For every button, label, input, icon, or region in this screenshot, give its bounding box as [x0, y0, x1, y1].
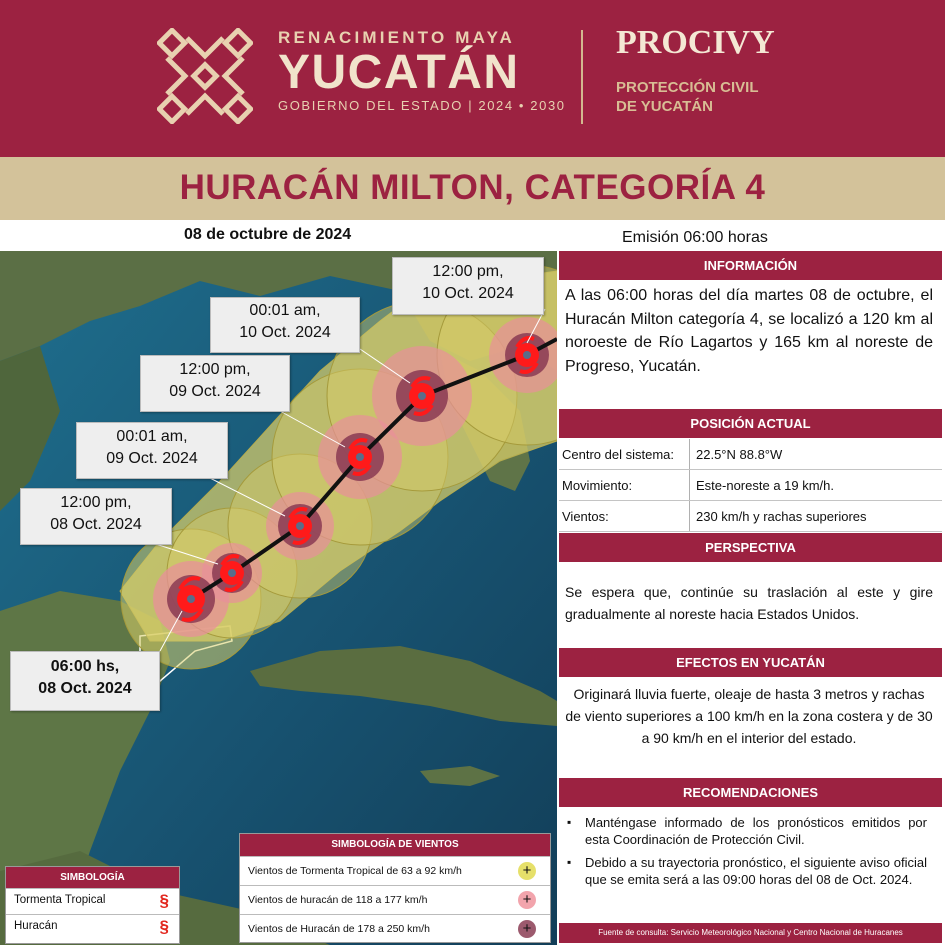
track-label-3: 00:01 am, 09 Oct. 2024 [76, 422, 228, 479]
gov-slogan: RENACIMIENTO MAYA [278, 28, 516, 47]
legend-major-hurricane-winds: Vientos de Huracán de 178 a 250 km/h [248, 923, 430, 935]
emission-time: Emisión 06:00 horas [622, 229, 768, 246]
position-row-center: Centro del sistema: 22.5°N 88.8°W [559, 439, 942, 470]
gov-period: GOBIERNO DEL ESTADO | 2024 • 2030 [278, 98, 566, 113]
info-panel [557, 251, 945, 945]
perspective-heading: PERSPECTIVA [559, 533, 942, 562]
wind-symbology-legend [239, 833, 551, 943]
legend-tropical-winds: Vientos de Tormenta Tropical de 63 a 92 km/h [248, 865, 462, 877]
legend-hurricane: Huracán [14, 920, 58, 932]
legend-hurricane-winds: Vientos de huracán de 118 a 177 km/h [248, 894, 428, 906]
track-label-current: 06:00 hs, 08 Oct. 2024 [10, 651, 160, 711]
source-footer: Fuente de consulta: Servicio Meteorológico Nacional y Centro Nacional de Huracanes [559, 923, 942, 943]
wind-symbology-title: SIMBOLOGÍA DE VIENTOS [240, 834, 550, 856]
position-heading: POSICIÓN ACTUAL [559, 409, 942, 438]
org-name: PROCIVY [616, 24, 775, 61]
track-label-2: 12:00 pm, 09 Oct. 2024 [140, 355, 290, 412]
recommendations-list [567, 814, 927, 894]
info-heading: INFORMACIÓN [559, 251, 942, 280]
perspective-text: Se espera que, continúe su traslación al este y gire gradualmente al noreste hacia Estados Unidos. [565, 584, 933, 622]
header-banner [0, 0, 945, 157]
tropical-storm-icon: § [159, 891, 169, 910]
position-row-winds: Vientos: 230 km/h y rachas superiores [559, 501, 942, 532]
title-bar [0, 157, 945, 220]
state-logo-icon [157, 28, 253, 124]
track-label-4: 12:00 pm, 08 Oct. 2024 [20, 488, 172, 545]
hurricane-wind-swatch-icon: + [518, 891, 536, 909]
header-divider [581, 30, 583, 124]
tropical-wind-swatch-icon: + [518, 862, 536, 880]
symbology-title: SIMBOLOGÍA [6, 867, 179, 888]
hurricane-track-map [0, 251, 557, 945]
track-label-0: 12:00 pm, 10 Oct. 2024 [392, 257, 544, 315]
recommendation-item: ▪ Debido a su trayectoria pronóstico, el siguiente aviso oficial que se emita será a las 09:00 horas del 08 de Oct. 2024. [567, 854, 927, 888]
track-label-1: 00:01 am, 10 Oct. 2024 [210, 297, 360, 353]
position-row-movement: Movimiento: Este-noreste a 19 km/h. [559, 470, 942, 501]
page-title: HURACÁN MILTON, CATEGORÍA 4 [179, 168, 766, 207]
state-name: YUCATÁN [278, 46, 520, 99]
effects-text: Originará lluvia fuerte, oleaje de hasta 3 metros y rachas de viento superiores a 100 km/h en la zona costera y de 30 a 90 km/h en el interior del estado. [565, 686, 933, 746]
legend-tropical-storm: Tormenta Tropical [14, 894, 106, 906]
hurricane-icon: § [159, 917, 169, 936]
org-subtitle: PROTECCIÓN CIVIL DE YUCATÁN [616, 79, 759, 115]
effects-heading: EFECTOS EN YUCATÁN [559, 648, 942, 677]
info-text: A las 06:00 horas del día martes 08 de octubre, el Huracán Milton categoría 4, se localizó a 120 km al noroeste de Río Lagartos y 165 km al noreste de Progreso, Yucatán. [565, 287, 933, 375]
recommendation-item: ▪ Manténgase informado de los pronósticos emitidos por esta Coordinación de Protección Civil. [567, 814, 927, 848]
major-wind-swatch-icon: + [518, 920, 536, 938]
symbology-legend [5, 866, 180, 944]
bulletin-date: 08 de octubre de 2024 [184, 226, 352, 243]
recommendations-heading: RECOMENDACIONES [559, 778, 942, 807]
